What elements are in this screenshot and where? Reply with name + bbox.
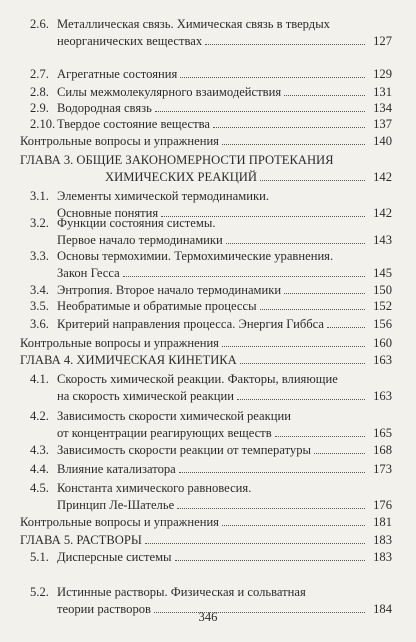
toc-entry-title: Элементы химической термодинамики. [57, 189, 269, 203]
toc-entry-title: ХИМИЧЕСКИХ РЕАКЦИЙ [105, 169, 257, 184]
toc-entry-title: Энтропия. Второе начало термодинамики [57, 283, 282, 297]
toc-entry-number: 3.1. [30, 189, 49, 203]
toc-entry-title: Закон Гесса [57, 265, 120, 280]
toc-entry-page: 143 [373, 232, 392, 247]
toc-entry-page: 127 [373, 33, 392, 48]
leader-dots [145, 543, 365, 544]
page-number: 346 [198, 610, 218, 624]
leader-dots [314, 453, 365, 454]
toc-entry-number: 5.2. [30, 585, 49, 599]
leader-dots [213, 127, 365, 128]
toc-entry-page: 142 [373, 169, 392, 184]
toc-entry-title: Твердое состояние вещества [57, 117, 210, 131]
toc-entry-page: 183 [373, 550, 392, 564]
toc-entry-title: ГЛАВА 5. РАСТВОРЫ [20, 533, 142, 547]
toc-entry-page: 163 [373, 353, 392, 367]
toc-entry-page: 137 [373, 117, 392, 131]
toc-entry-number: 4.3. [30, 443, 49, 457]
toc-entry-title: Зависимость скорости химической реакции [57, 409, 291, 423]
toc-entry-number: 4.4. [30, 462, 49, 476]
toc-entry-number: 3.2. [30, 216, 49, 230]
toc-entry-title: Контрольные вопросы и упражнения [20, 336, 219, 350]
toc-entry-page: 140 [373, 134, 392, 148]
toc-entry-title: Контрольные вопросы и упражнения [20, 134, 219, 148]
toc-entry-page: 163 [373, 388, 392, 403]
toc-entry-title: теории растворов [57, 601, 151, 616]
toc-entry-title: неорганических веществах [57, 33, 203, 48]
toc-entry-page: 145 [373, 265, 392, 280]
leader-dots [222, 144, 365, 145]
leader-dots [222, 346, 365, 347]
leader-dots [177, 508, 365, 509]
toc-entry-page: 142 [373, 205, 392, 220]
toc-entry-title: Функции состояния системы. [57, 216, 216, 230]
leader-dots [237, 399, 365, 400]
leader-dots [205, 44, 365, 45]
leader-dots [155, 111, 365, 112]
leader-dots [275, 436, 365, 437]
toc-entry-number: 5.1. [30, 550, 49, 564]
toc-entry-title: Основные понятия [57, 205, 159, 220]
toc-entry-number: 3.6. [30, 317, 49, 331]
toc-entry-title: на скорость химической реакции [57, 388, 234, 403]
toc-entry-title: Металлическая связь. Химическая связь в твердых [57, 17, 330, 31]
toc-entry-number: 4.2. [30, 409, 49, 423]
toc-entry-page: 183 [373, 533, 392, 547]
leader-dots [284, 95, 365, 96]
toc-entry-title: от концентрации реагирующих веществ [57, 425, 272, 440]
toc-entry-page: 150 [373, 283, 392, 297]
toc-entry-title: Водородная связь [57, 101, 152, 115]
leader-dots [179, 472, 365, 473]
toc-entry-page: 129 [373, 67, 392, 81]
toc-entry-number: 4.5. [30, 481, 49, 495]
toc-entry-number: 2.6. [30, 17, 49, 31]
toc-entry-page: 156 [373, 317, 392, 331]
leader-dots [226, 243, 365, 244]
toc-entry-title: Скорость химической реакции. Факторы, влияющие [57, 372, 338, 386]
leader-dots [222, 525, 365, 526]
toc-entry-number: 3.4. [30, 283, 49, 297]
leader-dots [260, 309, 365, 310]
toc-entry-page: 176 [373, 497, 392, 512]
toc-entry-page: 165 [373, 425, 392, 440]
toc-entry-number: 2.8. [30, 85, 49, 99]
leader-dots [175, 560, 365, 561]
leader-dots [240, 363, 365, 364]
toc-entry-page: 131 [373, 85, 392, 99]
toc-entry-page: 134 [373, 101, 392, 115]
toc-entry-number: 3.3. [30, 249, 49, 263]
toc-entry-title: Контрольные вопросы и упражнения [20, 515, 219, 529]
toc-entry-page: 184 [373, 601, 392, 616]
toc-entry-title: Зависимость скорости реакции от температуры [57, 443, 311, 457]
toc-entry-page: 160 [373, 336, 392, 350]
toc-entry-title: Критерий направления процесса. Энергия Гиббса [57, 317, 324, 331]
toc-entry-title: Влияние катализатора [57, 462, 176, 476]
toc-entry-number: 4.1. [30, 372, 49, 386]
toc-entry-number: 2.9. [30, 101, 49, 115]
leader-dots [327, 327, 365, 328]
toc-entry-title: ГЛАВА 4. ХИМИЧЕСКАЯ КИНЕТИКА [20, 353, 237, 367]
toc-entry-title: Принцип Ле-Шателье [57, 497, 175, 512]
toc-entry-title: ГЛАВА 3. ОБЩИЕ ЗАКОНОМЕРНОСТИ ПРОТЕКАНИЯ [20, 153, 334, 167]
toc-entry-page: 173 [373, 462, 392, 476]
toc-entry-page: 152 [373, 299, 392, 313]
toc-entry-title: Первое начало термодинамики [57, 232, 223, 247]
leader-dots [284, 293, 365, 294]
toc-entry-page: 168 [373, 443, 392, 457]
toc-entry-title: Дисперсные системы [57, 550, 172, 564]
toc-entry-page: 181 [373, 515, 392, 529]
leader-dots [180, 77, 365, 78]
leader-dots [123, 276, 365, 277]
toc-entry-title: Основы термохимии. Термохимические уравнения. [57, 249, 334, 263]
toc-entry-number: 2.10. [30, 117, 56, 131]
toc-entry-title: Агрегатные состояния [57, 67, 178, 81]
toc-entry-number: 3.5. [30, 299, 49, 313]
toc-entry-title: Необратимые и обратимые процессы [57, 299, 257, 313]
toc-entry-title: Силы межмолекулярного взаимодействия [57, 85, 282, 99]
toc-entry-number: 2.7. [30, 67, 49, 81]
toc-entry-title: Константа химического равновесия. [57, 481, 252, 495]
leader-dots [260, 180, 365, 181]
toc-entry-title: Истинные растворы. Физическая и сольватная [57, 585, 306, 599]
